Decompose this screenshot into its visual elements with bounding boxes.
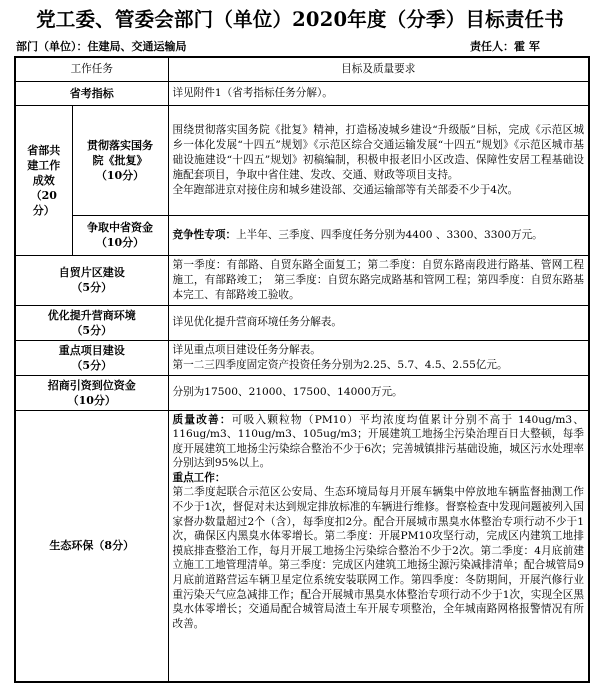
task-cell: 重点项目建设 （5分） <box>15 340 168 375</box>
goal-cell: 围绕贯彻落实国务院《批复》精神，打造杨凌城乡建设“升级版”目标，完成《示范区城乡一体化发展“十四五”规划》《示范区综合交通运输发展“十四五”规划》《示范区城市基础设施建设“十四五”规划》初稿编制，积极申报老旧小区改造、保障性安居工程基础设施配套项目，争取中省住建、发改、交通、财政等项目支持。 全年跑部进京对接住房和城乡建设部、交通运输部等有关部委不少于4次。 <box>168 105 589 215</box>
header-task: 工作任务 <box>15 57 168 81</box>
goal-cell: 质量改善：可吸入颗粒物（PM10）平均浓度均值累计分别不高于 140ug/m3、116ug/m3、110ug/m3、105ug/m3；开展建筑工地扬尘污染治理百日大整顿，每季度开展建筑工地扬尘污染综合整治不少于6次；完善城镇排污基础设施，城区污水处理率分别达到95%以上。 重点工作： 第二季度起联合示范区公安局、生态环境局每月开展车辆集中停放地车辆监督抽测工作不少于1次，督促对未达到规定排放标准的车辆进行维修。督察检查中发现问题被列入国家督办数量超过2个（含），每季度扣2分。配合开展城市黑臭水体整治专项行动不少于1次，确保区内黑臭水体零增长。第二季度：开展PM10攻坚行动，完成区内建筑工地排摸底排查整治工作，每月开展工地扬尘污染综合整治不少于2次。第二季度：4月底前建立施工工地管理清单。第三季度：完成区内建筑工地扬尘源污染减排清单；配合城管局9月底前道路营运车辆卫星定位系统安装联网工作。第四季度：冬防期间，开展汽修行业重污染天气应急减排工作；配合开展城市黑臭水体整治专项行动不少于1次，实现全区黑臭水体零增长；交通局配合城管局渣土车开展专项整治，全年城南路网格报警情况有所改善。 <box>168 410 589 682</box>
table-row <box>15 81 589 105</box>
subtask-cell: 贯彻落实国务 院《批复》 （10分） <box>72 105 168 215</box>
table-row <box>15 410 589 682</box>
goal-cell: 分别为17500、21000、17500、14000万元。 <box>168 375 589 410</box>
task-cell: 生态环保（8分） <box>15 410 168 682</box>
target-responsibility-table <box>14 56 590 683</box>
group-cell: 省部共 建工作 成效 （20 分） <box>15 105 72 255</box>
task-cell: 招商引资到位资金 （10分） <box>15 375 168 410</box>
document-title: 党工委、管委会部门（单位）2020年度（分季）目标责任书 <box>36 8 564 31</box>
table-row <box>15 105 589 215</box>
table-row <box>15 255 589 305</box>
subtask-cell: 争取中省资金 （10分） <box>72 215 168 255</box>
table-row <box>15 375 589 410</box>
task-cell: 优化提升营商环境 （5分） <box>15 305 168 340</box>
table-row <box>15 340 589 375</box>
goal-cell: 详见优化提升营商环境任务分解表。 <box>168 305 589 340</box>
goal-cell: 详见重点项目建设任务分解表。 第一二三四季度固定资产投资任务分别为2.25、5.7、4.5、2.55亿元。 <box>168 340 589 375</box>
goal-cell: 详见附件1（省考指标任务分解）。 <box>168 81 589 105</box>
table-row <box>15 305 589 340</box>
table-header-row <box>15 57 589 81</box>
table-row <box>15 215 589 255</box>
task-cell: 自贸片区建设 （5分） <box>15 255 168 305</box>
department-label: 部门（单位）：住建局、交通运输局 <box>16 40 187 53</box>
goal-cell: 第一季度：有部路、自贸东路全面复工；第二季度：自贸东路南段进行路基、管网工程施工，有部路竣工； 第三季度：自贸东路完成路基和管网工程；第四季度：自贸东路基本完工、有部路竣工验收。 <box>168 255 589 305</box>
goal-cell: 竞争性专项：上半年、三季度、四季度任务分别为4400 、3300、3300万元。 <box>168 215 589 255</box>
responsible-person-label: 责任人：霍 军 <box>470 40 540 53</box>
header-goal: 目标及质量要求 <box>168 57 589 81</box>
task-cell: 省考指标 <box>15 81 168 105</box>
